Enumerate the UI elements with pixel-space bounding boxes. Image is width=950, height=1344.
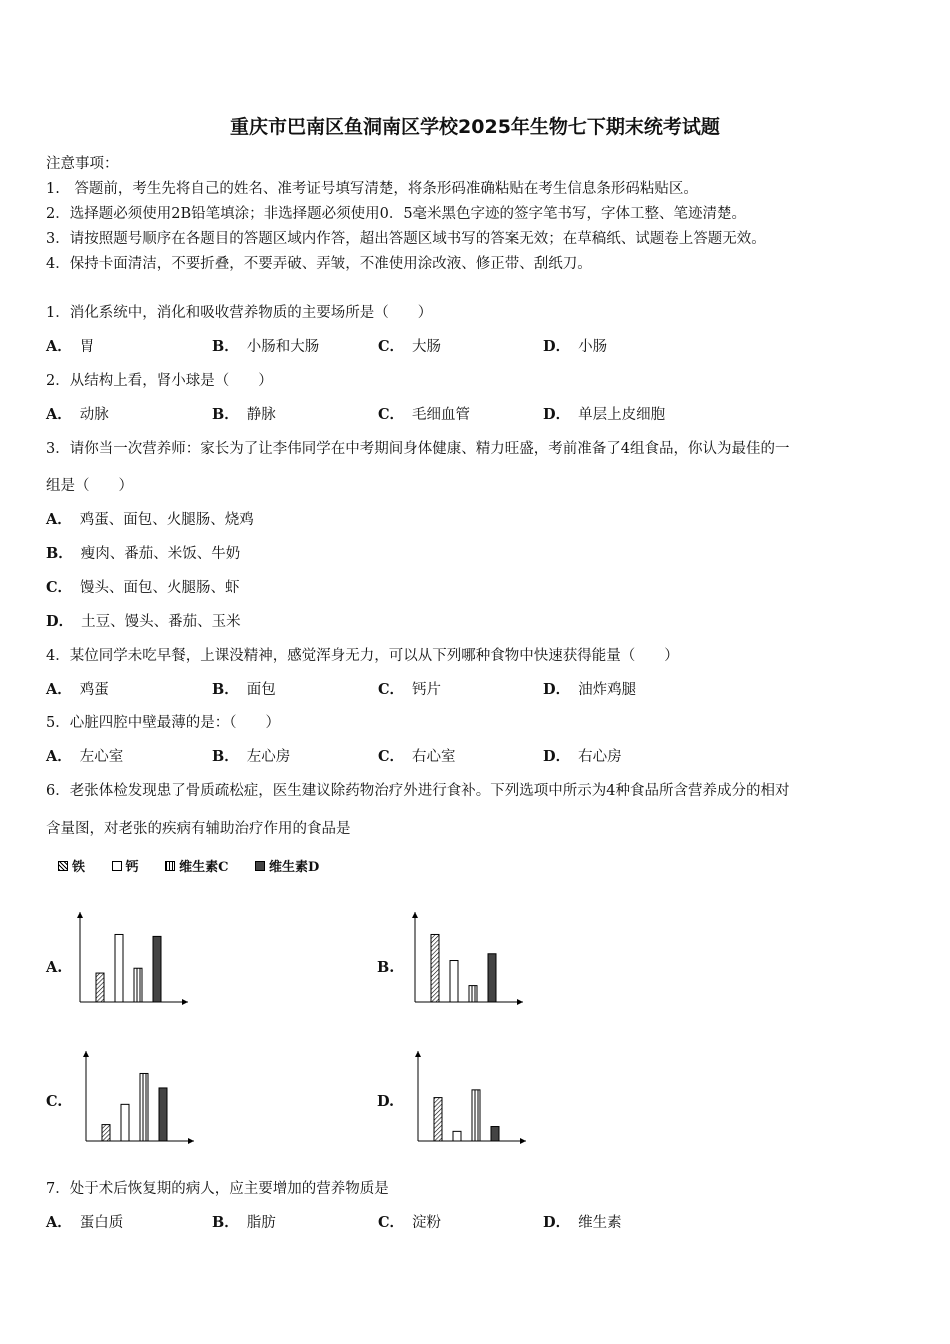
legend-vitamin-c: 维生素C: [165, 856, 228, 875]
q4-option-a[interactable]: A． 鸡蛋: [46, 681, 109, 698]
question-6-stem-cont: 含量图，对老张的疾病有辅助治疗作用的食品是: [46, 821, 351, 837]
q7-option-c[interactable]: C． 淀粉: [378, 1214, 442, 1231]
question-4-stem: 4．某位同学未吃早餐，上课没精神，感觉浑身无力，可以从下列哪种食物中快速获得能量（ ）: [46, 648, 679, 664]
q5-option-d[interactable]: D． 右心房: [543, 748, 622, 765]
notice-item: 3．请按照题号顺序在各题目的答题区域内作答，超出答题区域书写的答案无效；在草稿纸、试题卷上答题无效。: [46, 231, 766, 247]
legend-swatch-calcium: [112, 861, 122, 871]
q1-option-c[interactable]: C． 大肠: [378, 338, 442, 355]
y-axis-arrow: [83, 1051, 89, 1057]
q3-option-a[interactable]: A． 鸡蛋、面包、火腿肠、烧鸡: [46, 511, 254, 528]
notice-item: 2．选择题必须使用2B铅笔填涂；非选择题必须使用0．5毫米黑色字迹的签字笔书写，字体工整、笔迹清楚。: [46, 206, 747, 222]
q7-option-d[interactable]: D． 维生素: [543, 1214, 622, 1231]
bar-vitamin-c: [472, 1090, 480, 1141]
question-3-stem-cont: 组是（ ）: [46, 478, 133, 494]
question-3-stem: 3．请你当一次营养师：家长为了让李伟同学在中考期间身体健康、精力旺盛，考前准备了4组食品，你认为最佳的一: [46, 441, 790, 457]
bar-calcium: [121, 1104, 129, 1141]
chart-a: [70, 905, 195, 1010]
q1-option-b[interactable]: B． 小肠和大肠: [212, 338, 320, 355]
question-5-stem: 5．心脏四腔中壁最薄的是：（ ）: [46, 715, 280, 731]
q2-option-a[interactable]: A． 动脉: [46, 406, 109, 423]
question-1-stem: 1．消化系统中，消化和吸收营养物质的主要场所是（ ）: [46, 305, 433, 321]
bar-iron: [431, 934, 439, 1002]
chart-d-label[interactable]: D.: [377, 1093, 395, 1110]
q5-option-a[interactable]: A． 左心室: [46, 748, 124, 765]
bar-vitamin-d: [159, 1088, 167, 1141]
bar-calcium: [115, 934, 123, 1002]
q4-option-b[interactable]: B． 面包: [212, 681, 276, 698]
q1-option-a[interactable]: A． 胃: [46, 338, 95, 355]
notice-heading: 注意事项：: [46, 156, 119, 172]
bar-vitamin-d: [491, 1127, 499, 1141]
q2-option-d[interactable]: D． 单层上皮细胞: [543, 406, 666, 423]
x-axis-arrow: [517, 999, 523, 1005]
bar-iron: [102, 1125, 110, 1141]
x-axis-arrow: [182, 999, 188, 1005]
chart-d: [408, 1044, 533, 1149]
legend-swatch-vitamin-d: [255, 861, 265, 871]
x-axis-arrow: [188, 1138, 194, 1144]
y-axis-arrow: [77, 912, 83, 918]
q2-option-c[interactable]: C． 毛细血管: [378, 406, 471, 423]
bar-calcium: [450, 961, 458, 1002]
q7-option-a[interactable]: A． 蛋白质: [46, 1214, 124, 1231]
legend-vitamin-d: 维生素D: [255, 856, 319, 875]
bar-calcium: [453, 1131, 461, 1141]
bar-iron: [434, 1098, 442, 1141]
q7-option-b[interactable]: B． 脂肪: [212, 1214, 276, 1231]
page-title: 重庆市巴南区鱼洞南区学校2025年生物七下期末统考试题: [230, 116, 720, 138]
notice-item: 1. 答题前，考生先将自己的姓名、准考证号填写清楚，将条形码准确粘贴在考生信息条形码粘贴区。: [46, 181, 698, 197]
q3-option-c[interactable]: C． 馒头、面包、火腿肠、虾: [46, 579, 240, 596]
chart-c-label[interactable]: C.: [46, 1093, 63, 1110]
legend-swatch-vitamin-c: [165, 861, 175, 871]
chart-b-label[interactable]: B.: [377, 959, 395, 976]
bar-vitamin-d: [488, 954, 496, 1002]
bar-vitamin-c: [469, 986, 477, 1002]
q5-option-c[interactable]: C． 右心室: [378, 748, 456, 765]
y-axis-arrow: [412, 912, 418, 918]
legend-swatch-iron: [58, 861, 68, 871]
bar-vitamin-d: [153, 936, 161, 1002]
question-6-stem: 6．老张体检发现患了骨质疏松症，医生建议除药物治疗外进行食补。下列选项中所示为4种食品所含营养成分的相对: [46, 783, 790, 799]
q3-option-b[interactable]: B． 瘦肉、番茄、米饭、牛奶: [46, 545, 241, 562]
legend-iron: 铁: [58, 856, 85, 875]
x-axis-arrow: [520, 1138, 526, 1144]
bar-vitamin-c: [140, 1073, 148, 1141]
legend-calcium: 钙: [112, 856, 139, 875]
bar-iron: [96, 973, 104, 1002]
q4-option-d[interactable]: D． 油炸鸡腿: [543, 681, 637, 698]
q2-option-b[interactable]: B． 静脉: [212, 406, 276, 423]
q1-option-d[interactable]: D． 小肠: [543, 338, 608, 355]
y-axis-arrow: [415, 1051, 421, 1057]
bar-vitamin-c: [134, 968, 142, 1002]
q4-option-c[interactable]: C． 钙片: [378, 681, 442, 698]
q3-option-d[interactable]: D． 土豆、馒头、番茄、玉米: [46, 613, 241, 630]
chart-legend: [58, 856, 341, 875]
question-2-stem: 2．从结构上看，肾小球是（ ）: [46, 373, 273, 389]
q5-option-b[interactable]: B． 左心房: [212, 748, 291, 765]
question-7-stem: 7．处于术后恢复期的病人，应主要增加的营养物质是: [46, 1181, 389, 1197]
notice-item: 4．保持卡面清洁，不要折叠，不要弄破、弄皱，不准使用涂改液、修正带、刮纸刀。: [46, 256, 592, 272]
chart-b: [405, 905, 530, 1010]
chart-c: [76, 1044, 201, 1149]
chart-a-label[interactable]: A.: [46, 959, 63, 976]
